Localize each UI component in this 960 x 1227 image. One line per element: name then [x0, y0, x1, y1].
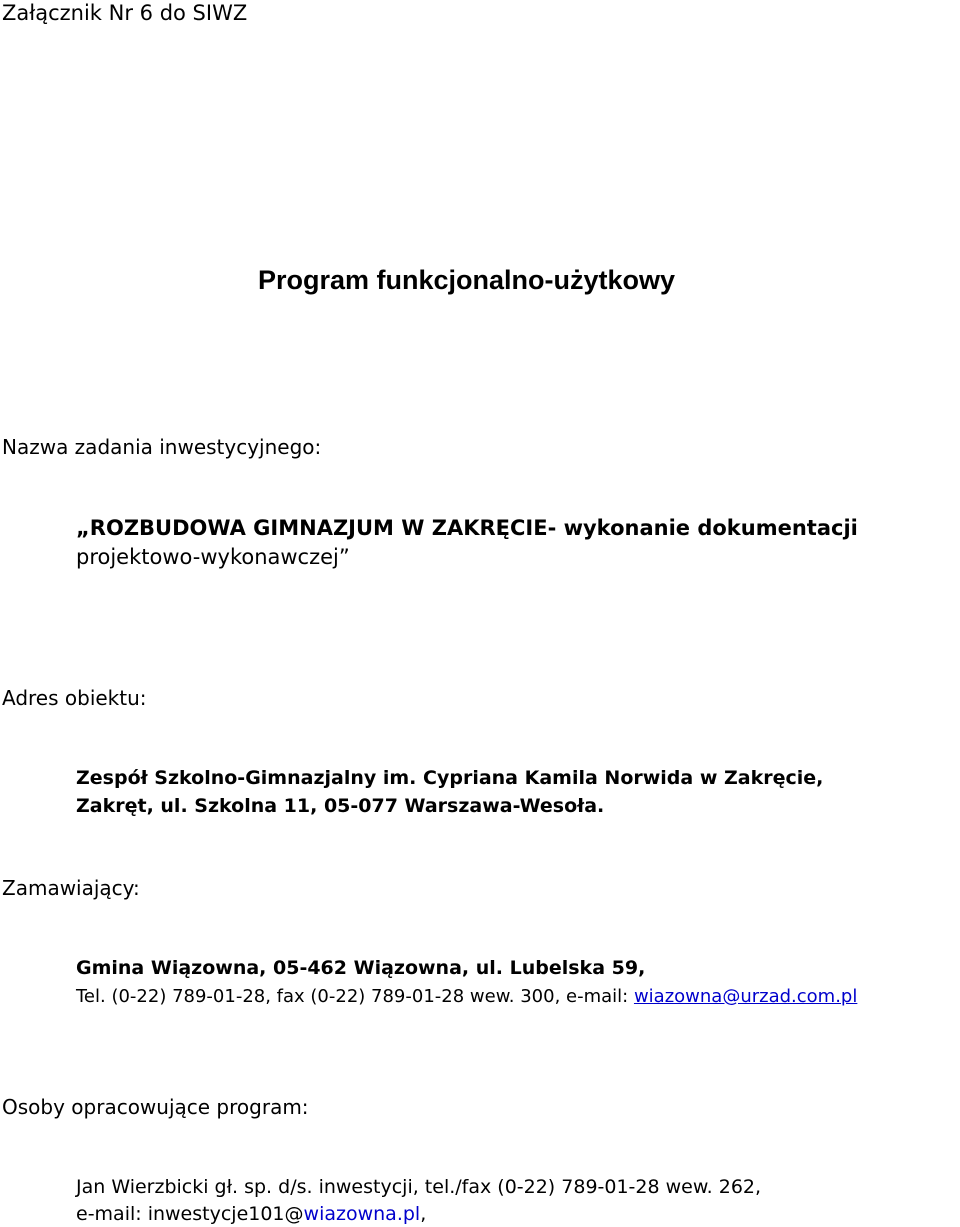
orderer-email-link[interactable]: wiazowna@urzad.com.pl: [633, 986, 858, 1007]
task-label: Nazwa zadania inwestycyjnego:: [2, 435, 322, 459]
task-name-line1: „ROZBUDOWA GIMNAZJUM W ZAKRĘCIE- wykonanie dokumentacji: [76, 516, 858, 540]
authors-line2: [76, 1203, 426, 1225]
authors-email-prefix: e-mail: inwestycje101@: [76, 1203, 304, 1225]
authors-line1: Jan Wierzbicki gł. sp. d/s. inwestycji, tel./fax (0-22) 789-01-28 wew. 262,: [76, 1176, 762, 1198]
annex-label: Załącznik Nr 6 do SIWZ: [2, 1, 248, 25]
address-line2: Zakręt, ul. Szkolna 11, 05-077 Warszawa-Wesoła.: [76, 795, 605, 817]
orderer-contact: Tel. (0-22) 789-01-28, fax (0-22) 789-01-28 wew. 300, e-mail:: [76, 986, 634, 1007]
page-title: Program funkcjonalno-użytkowy: [258, 265, 676, 295]
task-name-line2: projektowo-wykonawczej”: [76, 545, 350, 569]
orderer-line2: [76, 986, 857, 1007]
address-line1: Zespół Szkolno-Gimnazjalny im. Cypriana Kamila Norwida w Zakręcie,: [76, 767, 824, 789]
authors-label: Osoby opracowujące program:: [2, 1095, 309, 1119]
address-label: Adres obiektu:: [2, 686, 147, 710]
orderer-label: Zamawiający:: [2, 876, 140, 900]
authors-email-domain[interactable]: wiazowna.pl: [303, 1203, 421, 1225]
orderer-line1: Gmina Wiązowna, 05-462 Wiązowna, ul. Lubelska 59,: [76, 957, 646, 979]
authors-email-suffix: ,: [420, 1203, 427, 1225]
